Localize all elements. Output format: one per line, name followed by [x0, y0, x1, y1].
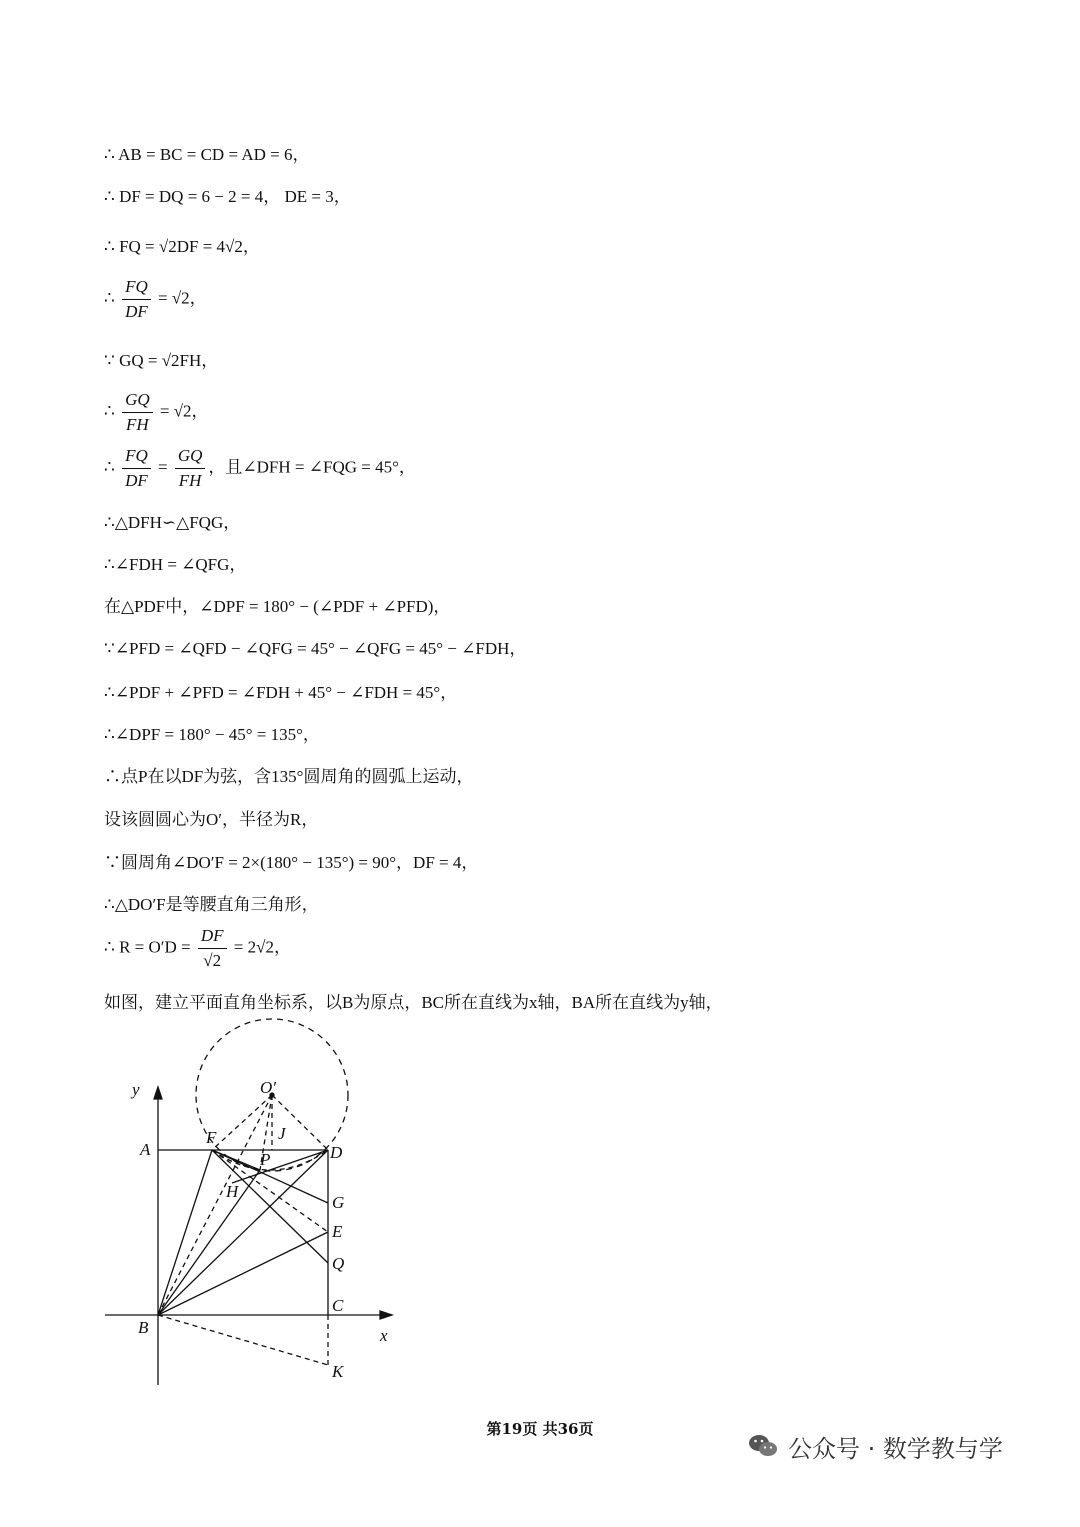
page-number: 第19页 共36页 — [486, 1420, 594, 1438]
line-10: 在△PDF中，∠DPF = 180° − (∠PDF + ∠PFD)， — [104, 597, 451, 616]
watermark-text: 公众号 · 数学教与学 — [788, 1434, 1003, 1463]
geometry-diagram — [100, 1015, 410, 1395]
line-16: ∵圆周角∠DO′F = 2×(180° − 135°) = 90°，DF = 4， — [104, 853, 479, 872]
label-q: Q — [332, 1254, 345, 1273]
label-e: E — [332, 1222, 343, 1241]
line-19: 如图，建立平面直角坐标系，以B为原点，BC所在直线为x轴，BA所在直线为y轴， — [104, 993, 723, 1012]
line-11: ∵∠PFD = ∠QFD − ∠QFG = 45° − ∠QFG = 45° − ∠FDH， — [104, 639, 527, 658]
line-13: ∴∠DPF = 180° − 45° = 135°， — [104, 725, 320, 744]
line-7: ∴ $\frac{FQ}{DF}$ = $\frac{GQ}{FH}$ ，且∠DFH = ∠FQG = 45°， — [104, 446, 416, 490]
wechat-icon — [748, 1433, 778, 1459]
line-18: ∴ R = O′D = $\frac{DF}{√2}$ = 2√2， — [104, 926, 291, 970]
watermark — [748, 1426, 1003, 1466]
label-y: y — [132, 1080, 140, 1099]
label-o-prime: O′ — [260, 1078, 276, 1097]
line-9: ∴∠FDH = ∠QFG， — [104, 555, 247, 574]
line-8: ∴△DFH∽△FQG， — [104, 513, 241, 532]
x-axis-arrow — [380, 1311, 392, 1319]
line-4: ∴ $\frac{FQ}{DF}$ = √2， — [104, 277, 207, 321]
line-14: ∴点P在以DF为弦，含135°圆周角的圆弧上运动， — [104, 767, 474, 786]
label-j: J — [278, 1124, 286, 1143]
segment-bp — [158, 1170, 260, 1315]
segment-bd — [158, 1150, 328, 1315]
label-b: B — [138, 1318, 149, 1337]
label-h: H — [226, 1182, 239, 1201]
segment-bk — [158, 1315, 328, 1365]
label-g: G — [332, 1193, 345, 1212]
label-d: D — [330, 1143, 343, 1162]
line-15: 设该圆圆心为O′，半径为R， — [104, 810, 319, 829]
line-17: ∴△DO′F是等腰直角三角形， — [104, 895, 319, 914]
y-axis-arrow — [154, 1087, 162, 1099]
line-12: ∴∠PDF + ∠PFD = ∠FDH + 45° − ∠FDH = 45°， — [104, 683, 458, 702]
label-a: A — [140, 1140, 151, 1159]
label-f: F — [206, 1128, 217, 1147]
line-5: ∵ GQ = √2FH， — [104, 351, 219, 370]
line-3: ∴ FQ = √2DF = 4√2， — [104, 237, 260, 256]
line-2: ∴ DF = DQ = 6 − 2 = 4， DE = 3， — [104, 187, 351, 206]
label-p: P — [260, 1150, 271, 1169]
line-1: ∴ AB = BC = CD = AD = 6， — [104, 145, 310, 164]
line-6: ∴ $\frac{GQ}{FH}$ = √2， — [104, 390, 209, 434]
label-k: K — [332, 1362, 344, 1381]
label-c: C — [332, 1296, 344, 1315]
label-x: x — [380, 1326, 388, 1345]
segment-of — [212, 1095, 272, 1150]
segment-be — [158, 1232, 328, 1315]
segment-bf — [158, 1150, 212, 1315]
